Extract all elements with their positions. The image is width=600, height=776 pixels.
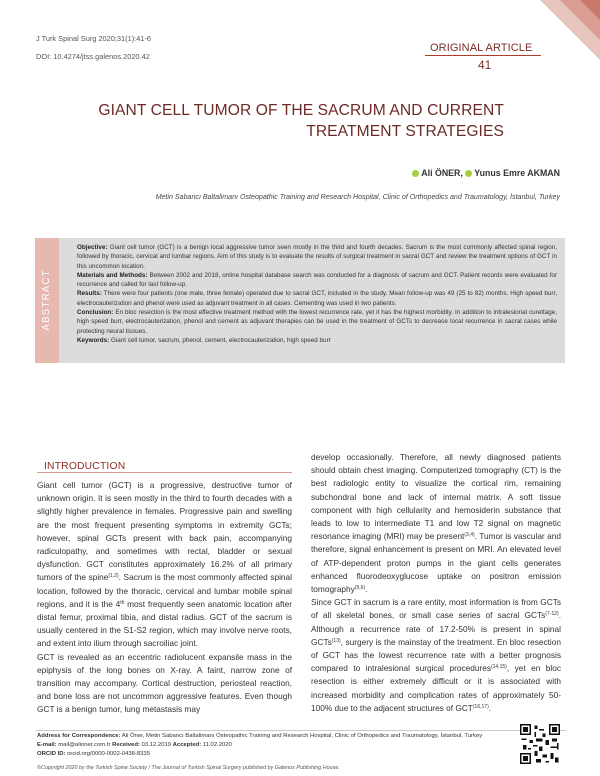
results-label: Results: [77,290,102,298]
text-run: . [365,584,368,595]
footer-divider [36,730,566,731]
text-column-right [311,451,561,715]
text-run: . [488,702,492,713]
text-run: most frequently seen anatomic location after distal femur, proximal tibia, and distal radius. GCT of the sacrum is usually centered in the S1-S2 region, which may involve nerve roots, and extent into ilium through sacroiliac joint. [37,598,292,649]
citation[interactable]: (5,6) [354,585,366,592]
text-run: , yet en bloc resection is either extremely difficult or it is associated with increased morbidity and complication rates of approximately 50-100% due to the adjacent structures of GCT [311,663,561,713]
correspondence-label: Address for Correspondence: [37,733,121,739]
text-run: . Although a recurrence rate of 17.2-50% is present in spinal GCTs [311,610,561,647]
text-run: , surgery is the mainstay of the treatment. En bloc resection of GCT has the lowest recurrence rate with a better prognosis compared to intralesional surgical procedures [311,636,561,674]
conclusion-label: Conclusion: [77,309,114,317]
email-label: E-mail: [37,741,57,748]
text-run: Giant cell tumor (GCT) is a progressive, destructive tumor of unknown origin. It is seen mostly in the third to fourth decades with a slightly higher prevalence in females. Progressive pain and swelling are the most frequent presenting symptoms in extremity GCTs; however, spinal GCTs present with back pain, accompanying radiculopathy, and sometimes with rectal, bladder or sexual dysfunction. GCT constitutes approximately 16.2% of all primary tumors of the spine [37,480,292,583]
abstract-box [35,238,565,363]
citation[interactable]: (3,4) [464,532,475,539]
accepted-label: Accepted: [172,741,202,748]
text-run: develop occasionally. Therefore, all newly diagnosed patients should obtain chest imaging. Computerized tomography (CT) is the best radiologic entity to visualize the cortical rim, remaining subchondral bone and lack of internal matrix. A soft tissue component with high cellularity and hemosiderin substance that leads to low to intermediate T1 and low T2 signal on magnetic resonance imaging (MRI) may be present [311,452,561,542]
orcid-icon[interactable] [465,170,472,177]
orcid-link[interactable]: orcid.org/0000-0002-0438-8335 [65,750,150,757]
page-number: 41 [478,58,492,72]
article-type: ORIGINAL ARTICLE [430,42,533,54]
objective-text: Giant cell tumor (GCT) is a benign local aggressive tumor seen mostly in the third and fourth decades. Sacrum is the most commonly affected spinal region, followed by thoracic, cervical and lumbar regions. Aim of this study is to evaluate the results of surgical treatment in sacral GCT and review the treatment options of GCT in this uncommon location. [77,244,558,270]
correspondence-block [37,732,507,758]
journal-reference: J Turk Spinal Surg 2020;31(1):41-6 [36,34,152,43]
methods-text: Between 2002 and 2018, online hospital database search was conducted for a diagnosis of sacrum and GCT. Patient records were evaluated for recurrence and called for last follow-up. [77,271,558,289]
orcid-icon[interactable] [412,170,419,177]
keywords-label: Keywords: [77,336,110,344]
author-separator: , [460,168,466,178]
heading-underline [37,472,292,473]
article-title [80,100,504,142]
text-column-left [37,479,292,717]
text-run: . Sacrum is the most commonly affected spinal location, followed by the thoracic, cervical and lumbar mobile spinal regions, and it is the 4 [37,572,292,609]
qr-code-icon [520,724,560,764]
received-label: Received: [112,741,140,748]
objective-label: Objective: [77,244,108,251]
abstract-sidebar [35,238,59,363]
text-run: Since GCT in sacrum is a rare entity, most information is from GCTs of all skeletal bones, or small case series of sacral GCTs [311,597,561,621]
citation[interactable]: (1,2) [108,573,119,580]
citation[interactable]: (7-12) [545,611,559,618]
accepted-date: 11.02.2020 [201,741,232,748]
conclusion-text: En bloc resection is the most effective treatment method with the lowest recurrence rate, yet it has the highest morbidity. In addition to intralesional curettage, high speed burr, electrocauterization, phenol and cement as adjuvant therapies can be used in the treatment of GCTs to decrease local recurrence in sacral cases while protecting neural tissues. [77,309,557,335]
article-type-divider [425,55,541,56]
paragraph [311,596,561,715]
abstract-label: ABSTRACT [41,269,52,331]
copyright: ©Copyright 2020 by the Turkish Spine Society / The Journal of Turkish Spinal Surgery published by Galenos Publishing House. [37,765,340,771]
received-date: 03.12.2019 [139,741,173,748]
author-name: Yunus Emre AKMAN [474,168,560,178]
text-run: . Tumor is vascular and therefore, signal enhancement is present on MRI. An elevated level of ATP-dependent proton pumps in the giant cells generates enhanced fluorodeoxyglucose uptake on positron emission tomography [311,531,561,595]
paragraph: GCT is revealed as an eccentric radiolucent expansile mass in the epiphysis of the long bones on X-ray. A faint, narrow zone of transition may accompany. Cortical destruction, periosteal reaction, and bone loss are not uncommon aggressive features. Even though GCT is a benign tumor, lung metastasis may [37,651,292,715]
affiliation: Metin Sabancı Baltalimanı Osteopathic Training and Research Hospital, Clinic of Orthopedics and Traumatology, İstanbul, Turkey [155,193,560,201]
author-name: Ali ÖNER [421,168,461,178]
title-line-2: TREATMENT STRATEGIES [306,123,504,140]
results-text: There were four patients (one male, three female) operated due to sacral GCT, included in the study. Mean follow-up was 49 (25 to 82) months. High speed burr, electrocauterization and phenol were used as adjuvant treatment in all cases. Cementing was used in two patients. [77,290,557,307]
ordinal-suffix: th [120,599,125,606]
section-heading-introduction: INTRODUCTION [44,461,126,472]
email-link[interactable]: mail@alioner.com.tr [56,741,113,748]
methods-label: Materials and Methods: [77,271,148,279]
authors [240,168,560,178]
citation[interactable]: (16,17) [472,703,489,710]
keywords-text: Giant cell tumor, sacrum, phenol, cement, electrocauterization, high speed burr [110,336,331,344]
paragraph [37,479,292,651]
title-line-1: GIANT CELL TUMOR OF THE SACRUM AND CURRENT [98,102,504,119]
orcid-label: ORCID ID: [37,750,66,757]
paragraph [311,451,561,596]
doi[interactable]: DOI: 10.4274/jtss.galenos.2020.42 [36,52,150,61]
citation[interactable]: (13) [331,637,341,644]
citation[interactable]: (14,15) [490,664,507,671]
correspondence-text: Ali Öner, Metin Sabancı Baltalimanı Osteopathic Training and Research Hospital, Clinic of Orthopedics and Traumatology, İstanbul, Turkey [120,733,483,739]
abstract-body [77,243,557,345]
